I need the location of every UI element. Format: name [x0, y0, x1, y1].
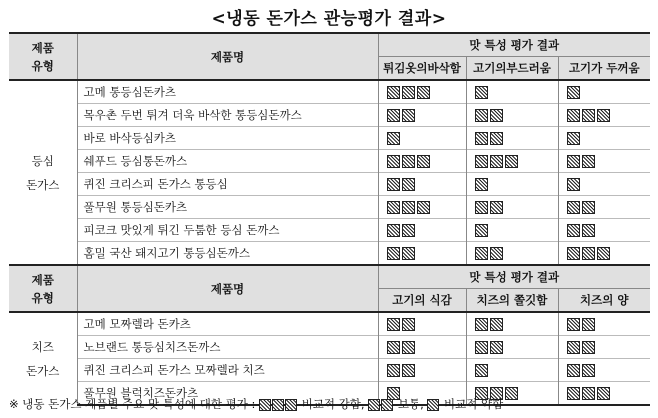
rating-hatch-icon [387, 108, 417, 122]
legend-weak-label: 비교적 약함 [444, 397, 504, 411]
rating-hatch-icon [387, 363, 417, 377]
rating-cell [466, 219, 558, 242]
rating-cell [558, 336, 650, 359]
rating-cell [558, 127, 650, 150]
product-name: 퀴진 크리스피 돈가스 통등심 [77, 173, 378, 196]
page-title: <냉동 돈가스 관능평가 결과> [211, 9, 447, 29]
group-header: 맛 특성 평가 결과 [378, 33, 650, 57]
rating-hatch-icon [567, 246, 612, 260]
rating-cell [558, 80, 650, 104]
legend-weak-icon [427, 397, 440, 411]
rating-hatch-icon [387, 317, 417, 331]
name-header: 제품명 [77, 265, 378, 312]
product-type: 등심 돈가스 [9, 80, 77, 265]
rating-hatch-icon [567, 154, 597, 168]
rating-hatch-icon [475, 246, 505, 260]
attribute-header: 고기의 식감 [378, 289, 466, 313]
rating-hatch-icon [567, 223, 597, 237]
rating-hatch-icon [567, 386, 612, 400]
table-row [9, 242, 650, 266]
rating-hatch-icon [475, 131, 505, 145]
attribute-header: 치즈의 쫄깃함 [466, 289, 558, 313]
rating-cell [378, 359, 466, 382]
product-name: 풀무원 블럭치즈돈카츠 [77, 382, 378, 406]
rating-hatch-icon [387, 246, 417, 260]
table-row [9, 336, 650, 359]
rating-cell [378, 242, 466, 266]
rating-hatch-icon [475, 223, 490, 237]
rating-hatch-icon [567, 340, 597, 354]
rating-hatch-icon [567, 85, 582, 99]
type-header: 제품 유형 [9, 33, 77, 80]
table-row [9, 359, 650, 382]
footnote [9, 396, 503, 412]
rating-hatch-icon [387, 200, 432, 214]
legend-medium-icon [368, 397, 394, 411]
table-row [9, 219, 650, 242]
rating-hatch-icon [567, 131, 582, 145]
rating-cell [558, 104, 650, 127]
rating-cell [558, 359, 650, 382]
rating-cell [466, 104, 558, 127]
rating-cell [466, 173, 558, 196]
rating-cell [558, 150, 650, 173]
rating-cell [378, 173, 466, 196]
table-row [9, 127, 650, 150]
attribute-header: 고기가 두꺼움 [558, 57, 650, 81]
rating-hatch-icon [387, 154, 432, 168]
attribute-header: 치즈의 양 [558, 289, 650, 313]
rating-cell [378, 219, 466, 242]
rating-cell [558, 242, 650, 266]
rating-cell [378, 127, 466, 150]
name-header: 제품명 [77, 33, 378, 80]
product-name: 풀무원 통등심돈카츠 [77, 196, 378, 219]
rating-hatch-icon [567, 317, 597, 331]
rating-hatch-icon [475, 340, 505, 354]
rating-hatch-icon [475, 363, 490, 377]
rating-cell [378, 104, 466, 127]
type-header: 제품 유형 [9, 265, 77, 312]
rating-hatch-icon [475, 317, 505, 331]
rating-cell [378, 312, 466, 336]
rating-cell [378, 196, 466, 219]
rating-cell [558, 173, 650, 196]
legend-medium-label: 보통, [397, 397, 424, 411]
rating-hatch-icon [567, 108, 612, 122]
product-name: 홈밀 국산 돼지고기 통등심돈까스 [77, 242, 378, 266]
rating-cell [378, 150, 466, 173]
rating-cell [558, 382, 650, 406]
legend-strong-icon [259, 397, 298, 411]
rating-hatch-icon [387, 131, 402, 145]
product-name: 피코크 맛있게 튀긴 두툼한 등심 돈까스 [77, 219, 378, 242]
rating-cell [466, 150, 558, 173]
rating-hatch-icon [475, 85, 490, 99]
product-name: 퀴진 크리스피 돈가스 모짜렐라 치즈 [77, 359, 378, 382]
rating-cell [466, 127, 558, 150]
product-name: 쉐푸드 등심통돈까스 [77, 150, 378, 173]
product-name: 목우촌 두번 튀겨 더욱 바삭한 통등심돈까스 [77, 104, 378, 127]
attribute-header: 고기의부드러움 [466, 57, 558, 81]
legend-strong-label: 비교적 강함, [301, 397, 365, 411]
table-row [9, 80, 650, 104]
rating-hatch-icon [387, 177, 417, 191]
table-row [9, 196, 650, 219]
rating-cell [378, 80, 466, 104]
rating-hatch-icon [475, 200, 505, 214]
rating-cell [466, 359, 558, 382]
product-name: 바로 바삭등심카츠 [77, 127, 378, 150]
evaluation-table [9, 32, 650, 406]
product-type: 치즈 돈가스 [9, 312, 77, 405]
rating-hatch-icon [387, 223, 417, 237]
table-row [9, 312, 650, 336]
table-row [9, 104, 650, 127]
rating-hatch-icon [475, 154, 520, 168]
footnote-prefix: ※ 냉동 돈가스 제품별 주요 맛 특성에 대한 평가 : [9, 397, 256, 411]
product-name: 고메 통등심돈카츠 [77, 80, 378, 104]
rating-cell [378, 336, 466, 359]
rating-cell [558, 219, 650, 242]
attribute-header: 튀김옷의바삭함 [378, 57, 466, 81]
rating-hatch-icon [567, 200, 597, 214]
rating-cell [466, 80, 558, 104]
rating-cell [558, 196, 650, 219]
rating-cell [466, 312, 558, 336]
rating-hatch-icon [387, 340, 417, 354]
rating-cell [466, 336, 558, 359]
group-header: 맛 특성 평가 결과 [378, 265, 650, 289]
table-row [9, 150, 650, 173]
product-name: 노브랜드 통등심치즈돈까스 [77, 336, 378, 359]
rating-hatch-icon [475, 108, 505, 122]
rating-hatch-icon [475, 177, 490, 191]
rating-cell [466, 196, 558, 219]
product-name: 고메 모짜렐라 돈카츠 [77, 312, 378, 336]
rating-cell [558, 312, 650, 336]
rating-hatch-icon [567, 363, 597, 377]
rating-hatch-icon [567, 177, 582, 191]
rating-cell [466, 242, 558, 266]
table-row [9, 173, 650, 196]
rating-hatch-icon [387, 85, 432, 99]
